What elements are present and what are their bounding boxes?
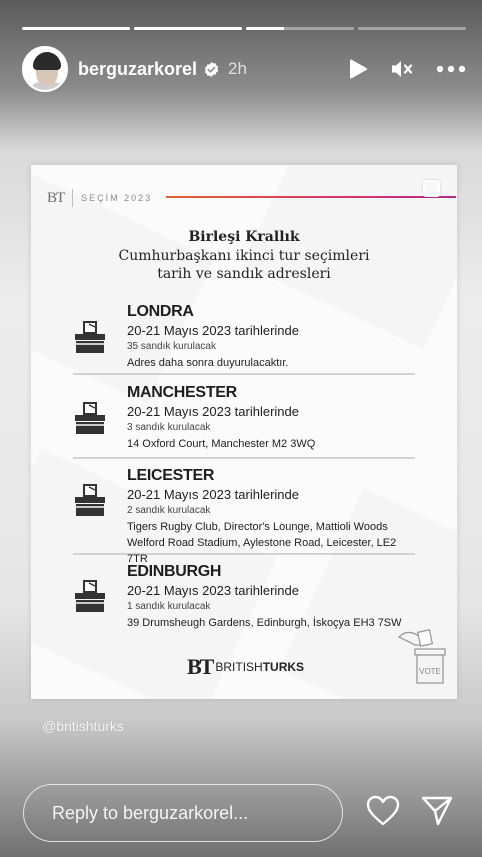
city-name: MANCHESTER [127, 384, 237, 401]
send-icon [420, 795, 454, 827]
ballot-count: 3 sandık kurulacak [127, 422, 211, 433]
story-header [22, 45, 466, 93]
city-name: LONDRA [127, 303, 194, 320]
more-options-button[interactable] [436, 65, 466, 73]
location-entry [73, 555, 415, 637]
ballot-count: 1 sandık kurulacak [127, 601, 211, 612]
address: 14 Oxford Court, Manchester M2 3WQ [127, 438, 316, 450]
reply-input[interactable] [24, 785, 342, 841]
send-button[interactable] [420, 795, 454, 827]
ballot-box-icon [73, 401, 107, 435]
avatar[interactable] [22, 46, 68, 92]
progress-segment-4 [358, 27, 466, 30]
title-line-2: Cumhurbaşkanı ikinci tur seçimleri [118, 248, 370, 264]
election-dates: 20-21 Mayıs 2023 tarihlerinde [127, 583, 299, 598]
vote-ballot-box-illustration [397, 627, 449, 685]
story-progress [22, 27, 466, 30]
accent-line [166, 196, 456, 198]
address: Adres daha sonra duyurulacaktır. [127, 357, 289, 369]
title-line-1: Birleşi Krallık [188, 229, 300, 245]
muted-speaker-icon [390, 58, 414, 80]
address: 39 Drumsheugh Gardens, Edinburgh, İskoçya EH3 7SW [127, 617, 402, 629]
brand-wordmark: BRITISHTURKS [215, 660, 305, 674]
select-checkbox[interactable] [423, 180, 440, 197]
progress-segment-1 [22, 27, 130, 30]
reply-field-container[interactable] [23, 784, 343, 842]
vote-label: VOTE [419, 667, 441, 676]
election-dates: 20-21 Mayıs 2023 tarihlerinde [127, 487, 299, 502]
progress-segment-2 [134, 27, 242, 30]
ballot-box-icon [73, 483, 107, 517]
brand-footer [187, 654, 304, 680]
election-dates: 20-21 Mayıs 2023 tarihlerinde [127, 404, 299, 419]
like-button[interactable] [366, 795, 400, 827]
ballot-count: 2 sandık kurulacak [127, 505, 211, 516]
source-watermark: @britishturks [42, 718, 124, 734]
verified-badge-icon [203, 61, 220, 78]
location-entry [73, 459, 415, 565]
post-title [31, 228, 457, 283]
post-time: 2h [228, 59, 247, 78]
ballot-box-icon [73, 320, 107, 354]
play-icon [348, 58, 368, 80]
city-name: LEICESTER [127, 467, 215, 484]
address: Tigers Rugby Club, Director's Lounge, Mattioli Woods Welford Road Stadium, Aylestone Road, Leicester, LE2 7TR [127, 521, 397, 565]
heart-icon [366, 795, 400, 827]
ballot-box-icon [73, 579, 107, 613]
progress-segment-3 [246, 27, 354, 30]
username[interactable]: berguzarkorel [78, 58, 198, 79]
election-label: SEÇİM 2023 [81, 193, 153, 203]
brand-header [47, 189, 152, 207]
location-entry [73, 302, 415, 375]
bt-logo-large: BT [187, 654, 213, 679]
location-entry [73, 375, 415, 459]
more-options-icon [436, 65, 466, 73]
play-button[interactable] [348, 58, 368, 80]
shared-post-card[interactable] [31, 165, 457, 699]
election-dates: 20-21 Mayıs 2023 tarihlerinde [127, 323, 299, 338]
mute-button[interactable] [390, 58, 414, 80]
polling-locations [73, 302, 415, 637]
city-name: EDINBURGH [127, 563, 222, 580]
ballot-count: 35 sandık kurulacak [127, 341, 216, 352]
title-line-3: tarih ve sandık adresleri [157, 266, 331, 282]
bt-logo: BT [47, 189, 65, 206]
